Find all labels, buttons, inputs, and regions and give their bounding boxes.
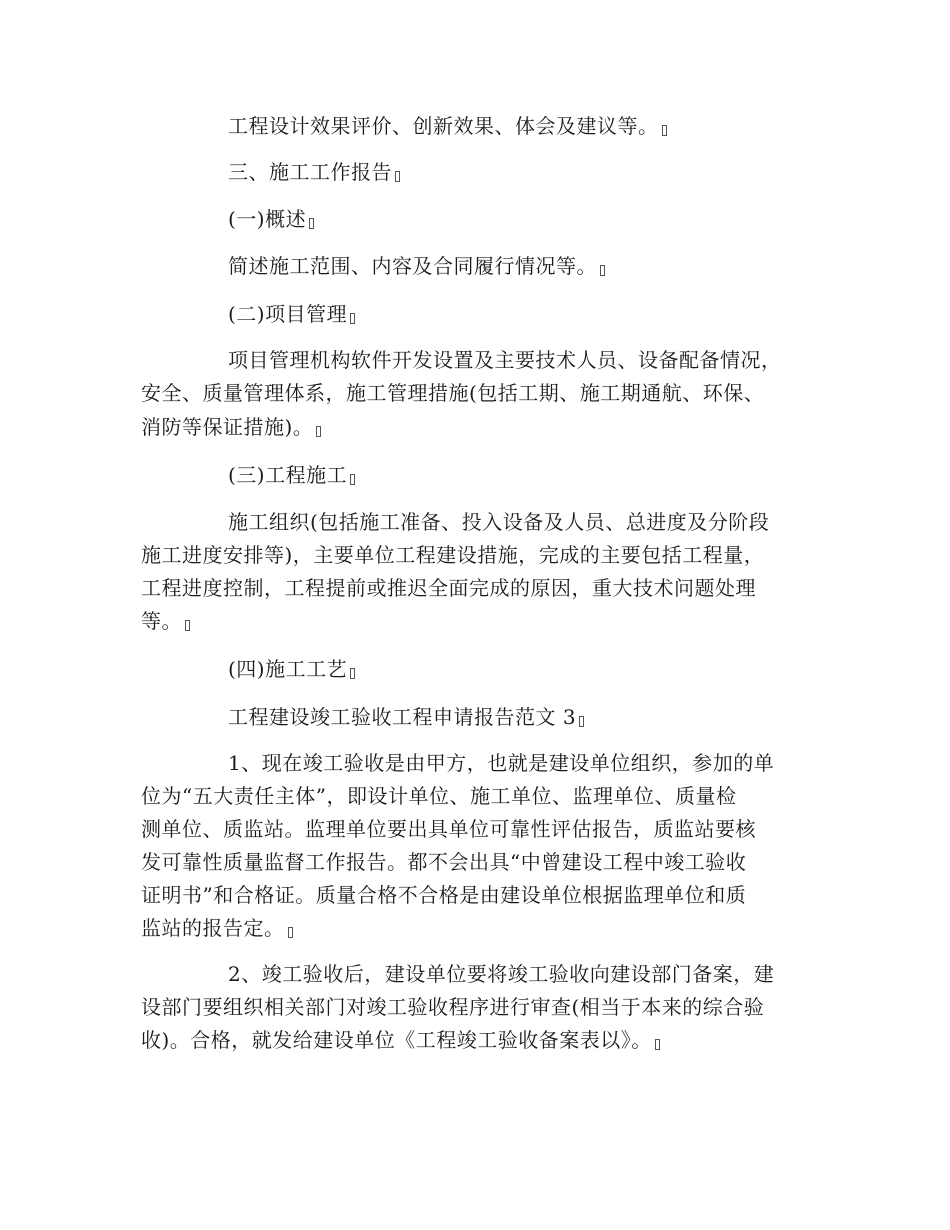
paragraph-line: 简述施工范围、内容及合同履行情况等。: [228, 254, 605, 278]
document-title: 工程建设竣工验收工程申请报告范文 3: [228, 705, 584, 729]
paragraph-mark-icon: [288, 927, 293, 938]
paragraph-mark-icon: [316, 426, 321, 437]
paragraph-mark-icon: [185, 620, 190, 631]
paragraph-line: 监站的报告定。: [141, 916, 293, 940]
paragraph-line: 位为“五大责任主体”，即设计单位、施工单位、监理单位、质量检: [141, 784, 737, 808]
paragraph-line: 工程进度控制，工程提前或推迟全面完成的原因，重大技术问题处理: [141, 576, 756, 600]
paragraph-line: 2、竣工验收后，建设单位要将竣工验收向建设部门备案，建: [228, 962, 775, 986]
paragraph-mark-icon: [662, 125, 667, 136]
subsection-heading: (三)工程施工: [228, 463, 355, 487]
paragraph-line: 收)。合格，就发给建设单位《工程竣工验收备案表以》。: [141, 1028, 660, 1052]
subsection-heading: (一)概述: [228, 207, 314, 231]
paragraph-mark-icon: [309, 218, 314, 229]
section-heading: 三、施工工作报告: [228, 160, 400, 184]
paragraph-mark-icon: [395, 171, 400, 182]
paragraph-line: 项目管理机构软件开发设置及主要技术人员、设备配备情况，: [228, 348, 782, 372]
paragraph-mark-icon: [350, 668, 355, 679]
paragraph-line: 等。: [141, 609, 190, 633]
paragraph-line: 证明书”和合格证。质量合格不合格是由建设单位根据监理单位和质: [141, 883, 747, 907]
paragraph-line: 1、现在竣工验收是由甲方，也就是建设单位组织，参加的单: [228, 751, 775, 775]
paragraph-mark-icon: [655, 1039, 660, 1050]
subsection-heading: (二)项目管理: [228, 302, 355, 326]
paragraph-line: 施工组织(包括施工准备、投入设备及人员、总进度及分阶段: [228, 510, 770, 534]
subsection-heading: (四)施工工艺: [228, 657, 355, 681]
paragraph-line: 发可靠性质量监督工作报告。都不会出具“中曾建设工程中竣工验收: [141, 850, 747, 874]
paragraph-mark-icon: [350, 313, 355, 324]
paragraph-line: 设部门要组织相关部门对竣工验收程序进行审查(相当于本来的综合验: [141, 995, 765, 1019]
paragraph-line: 测单位、质监站。监理单位要出具单位可靠性评估报告，质监站要核: [141, 817, 756, 841]
paragraph-mark-icon: [350, 474, 355, 485]
paragraph-mark-icon: [579, 716, 584, 727]
paragraph-mark-icon: [600, 265, 605, 276]
paragraph-line: 施工进度安排等)，主要单位工程建设措施，完成的主要包括工程量，: [141, 543, 765, 567]
paragraph-line: 安全、质量管理体系，施工管理措施(包括工期、施工期通航、环保、: [141, 381, 765, 405]
paragraph-line: 工程设计效果评价、创新效果、体会及建议等。: [228, 114, 667, 138]
paragraph-line: 消防等保证措施)。: [141, 415, 321, 439]
